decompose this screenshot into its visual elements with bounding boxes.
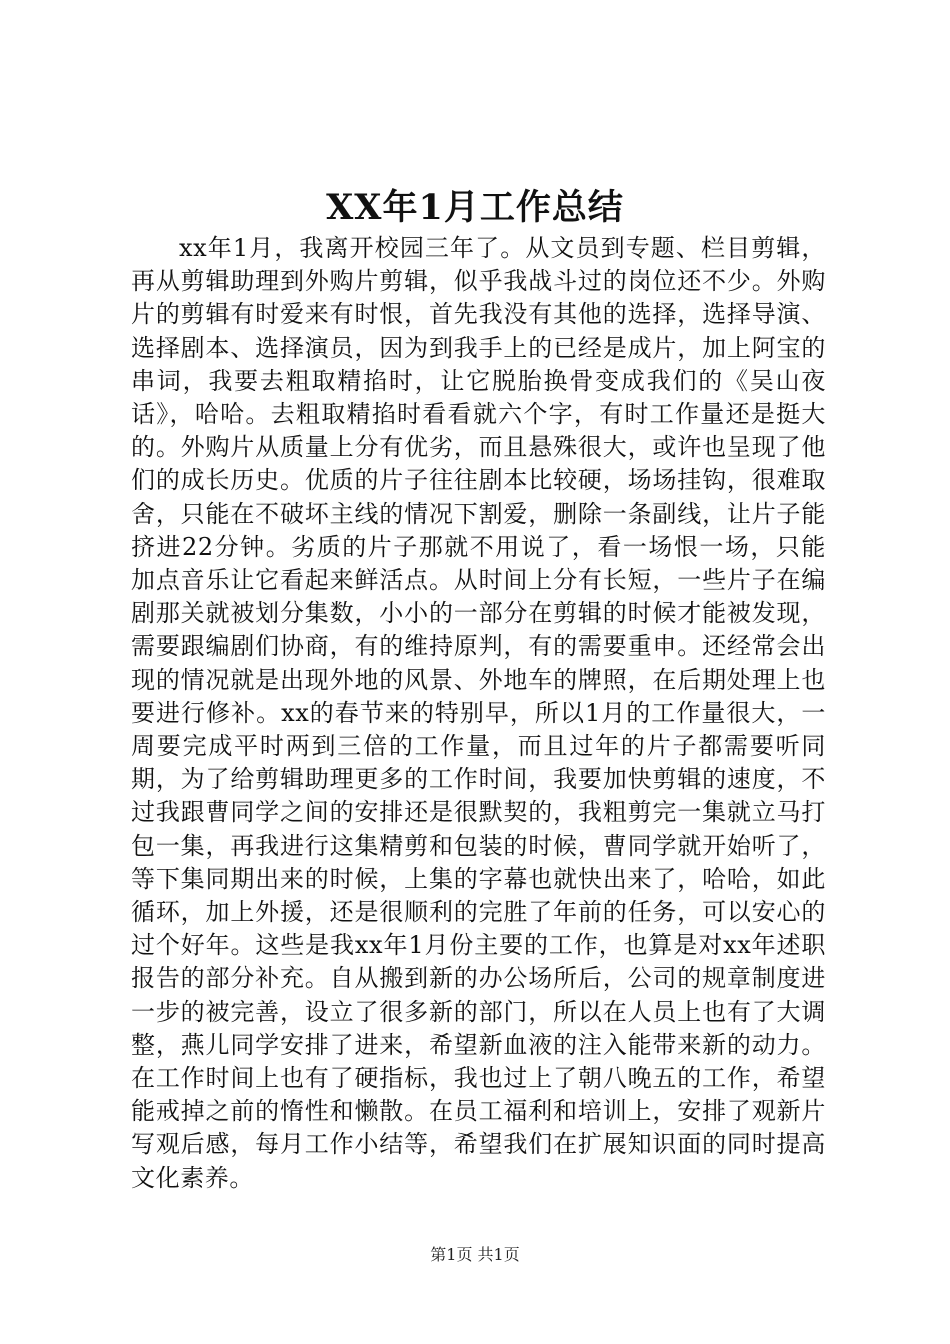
body-paragraph: xx年1月，我离开校园三年了。从文员到专题、栏目剪辑，再从剪辑助理到外购片剪辑，似乎我战斗过的岗位还不少。外购片的剪辑有时爱来有时恨，首先我没有其他的选择，选择导演、选择剧本、选择演员，因为到我手上的已经是成片，加上阿宝的串词，我要去粗取精掐时，让它脱胎换骨变成我们的《吴山夜话》，哈哈。去粗取精掐时看看就六个字，有时工作量还是挺大的。外购片从质量上分有优劣，而且悬殊很大，或许也呈现了他们的成长历史。优质的片子往往剧本比较硬，场场挂钩，很难取舍，只能在不破坏主线的情况下割爱，删除一条副线，让片子能挤进22分钟。劣质的片子那就不用说了，看一场恨一场，只能加点音乐让它看起来鲜活点。从时间上分有长短，一些片子在编剧那关就被划分集数，小小的一部分在剪辑的时候才能被发现，需要跟编剧们协商，有的维持原判，有的需要重申。还经常会出现的情况就是出现外地的风景、外地车的牌照，在后期处理上也要进行修补。xx的春节来的特别早，所以1月的工作量很大，一周要完成平时两到三倍的工作量，而且过年的片子都需要听同期，为了给剪辑助理更多的工作时间，我要加快剪辑的速度，不过我跟曹同学之间的安排还是很默契的，我粗剪完一集就立马打包一集，再我进行这集精剪和包装的时候，曹同学就开始听了，等下集同期出来的时候，上集的字幕也就快出来了，哈哈，如此循环，加上外援，还是很顺利的完胜了年前的任务，可以安心的过个好年。这些是我xx年1月份主要的工作，也算是对xx年述职报告的部分补充。自从搬到新的办公场所后，公司的规章制度进一步的被完善，设立了很多新的部门，所以在人员上也有了大调整，燕儿同学安排了进来，希望新血液的注入能带来新的动力。在工作时间上也有了硬指标，我也过上了朝八晚五的工作，希望能戒掉之前的惰性和懒散。在员工福利和培训上，安排了观新片写观后感，每月工作小结等，希望我们在扩展知识面的同时提高文化素养。	[131, 234, 826, 1192]
page-title: XX年1月工作总结	[326, 187, 624, 228]
page-number-footer: 第1页 共1页	[430, 1245, 520, 1264]
